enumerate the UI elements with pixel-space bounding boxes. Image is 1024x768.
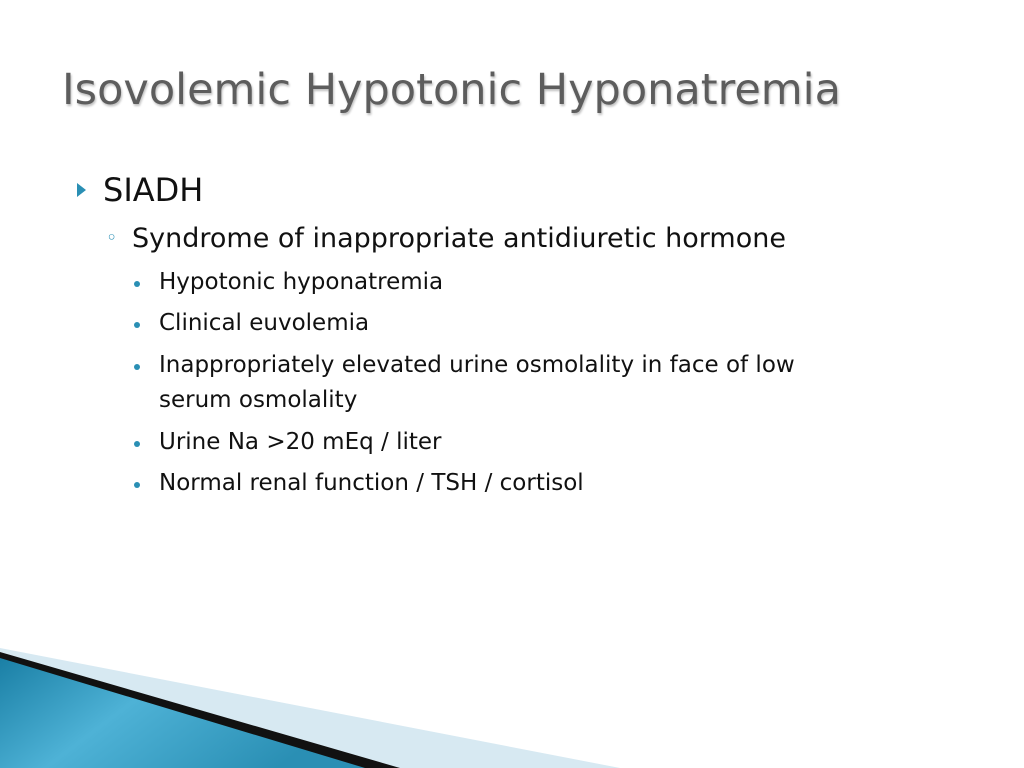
corner-wedge-decoration bbox=[0, 630, 1024, 768]
bullet-level3-continuation: serum osmolality bbox=[159, 387, 358, 413]
bullet-level2: Syndrome of inappropriate antidiuretic hormone bbox=[132, 223, 786, 254]
dot-icon bbox=[134, 441, 140, 447]
bullet-level1: SIADH bbox=[103, 171, 204, 209]
bullet-level3: Urine Na >20 mEq / liter bbox=[159, 429, 442, 455]
bullet-level3: Clinical euvolemia bbox=[159, 310, 370, 336]
dot-icon bbox=[134, 482, 140, 488]
triangle-right-icon bbox=[77, 183, 86, 197]
ring-icon: ◦ bbox=[106, 227, 118, 249]
dot-icon bbox=[134, 281, 140, 287]
bullet-level3: Inappropriately elevated urine osmolality in face of low bbox=[159, 352, 795, 378]
bullet-level3: Normal renal function / TSH / cortisol bbox=[159, 470, 584, 496]
slide-title: Isovolemic Hypotonic Hyponatremia bbox=[62, 65, 841, 115]
bullet-level3: Hypotonic hyponatremia bbox=[159, 269, 444, 295]
dot-icon bbox=[134, 364, 140, 370]
dot-icon bbox=[134, 322, 140, 328]
